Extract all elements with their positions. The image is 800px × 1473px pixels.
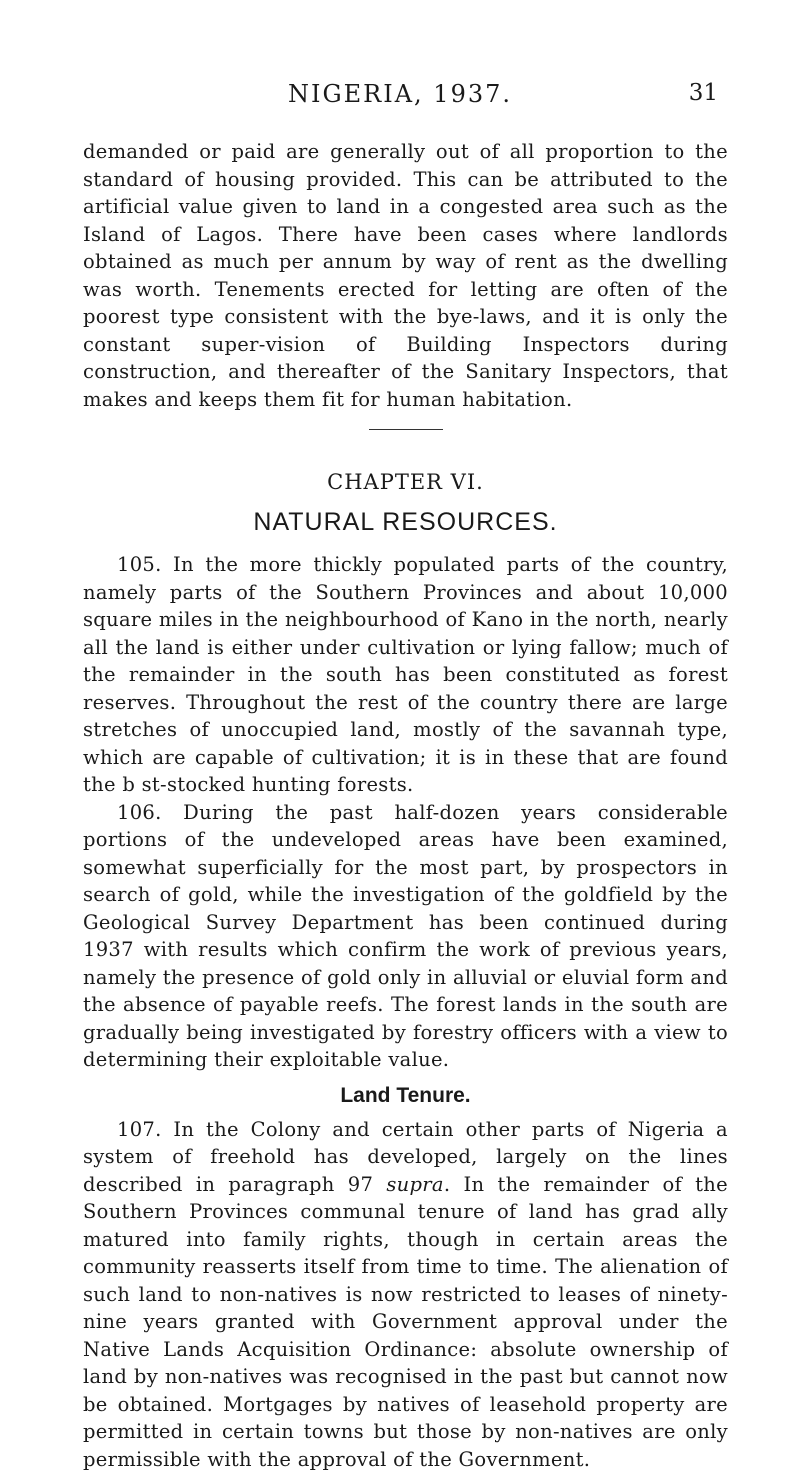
- opening-paragraph: demanded or paid are generally out of all proportion to the standard of housing provided. This can be attributed to the artificial value given to land in a congested area such as the Island of Lagos. There have been cases where landlords obtained as much per annum by way of rent as the dwelling was worth. Tenements erected for letting are often of the poorest type consistent with the bye-laws, and it is only the constant super-vision of Building Inspectors during construction, and thereafter of the Sanitary Inspectors, that makes and keeps them fit for human habitation.: [83, 138, 728, 413]
- paragraph-107-part-1: 107. In the Colony and certain other parts of Nigeria a system of freehold has developed, largely on the lines described in paragraph 97: [83, 1118, 728, 1196]
- paragraph-105: 105. In the more thickly populated parts of the country, namely parts of the Southern Provinces and about 10,000 square miles in the neighbourhood of Kano in the north, nearly all the land is either under cultivation or lying fallow; much of the remainder in the south has been constituted as forest reserves. Throughout the rest of the country there are large stretches of unoccupied land, mostly of the savannah type, which are capable of cultivation; it is in these that are found the b st-stocked hunting forests.: [83, 551, 728, 799]
- paragraph-107: [83, 1116, 728, 1473]
- section-divider: [369, 429, 443, 430]
- page-header: [0, 80, 800, 120]
- paragraph-107-part-2: . In the remainder of the Southern Provinces communal tenure of land has grad ally matured into family rights, though in certain areas the community reasserts itself from time to time. The alienation of such land to non-natives is now restricted to leases of ninety-nine years granted with Government approval under the Native Lands Acquisition Ordinance: absolute ownership of land by non-natives was recognised in the past but cannot now be obtained. Mortgages by natives of leasehold property are permitted in certain towns but those by non-natives are only permissible with the approval of the Government.: [83, 1173, 728, 1471]
- chapter-title: NATURAL RESOURCES.: [83, 508, 728, 537]
- page-body: [83, 138, 728, 1473]
- chapter-heading: CHAPTER VI.: [83, 470, 728, 494]
- page-number: 31: [689, 80, 718, 106]
- running-head: NIGERIA, 1937.: [0, 80, 800, 108]
- paragraph-106: 106. During the past half-dozen years considerable portions of the undeveloped areas have been examined, somewhat superficially for the most part, by prospectors in search of gold, while the investigation of the goldfield by the Geological Survey Department has been continued during 1937 with results which confirm the work of previous years, namely the presence of gold only in alluvial or eluvial form and the absence of payable reefs. The forest lands in the south are gradually being investigated by forestry officers with a view to determining their exploitable value.: [83, 799, 728, 1074]
- paragraph-107-supra: supra: [386, 1173, 444, 1196]
- section-heading-land-tenure: Land Tenure.: [83, 1084, 728, 1108]
